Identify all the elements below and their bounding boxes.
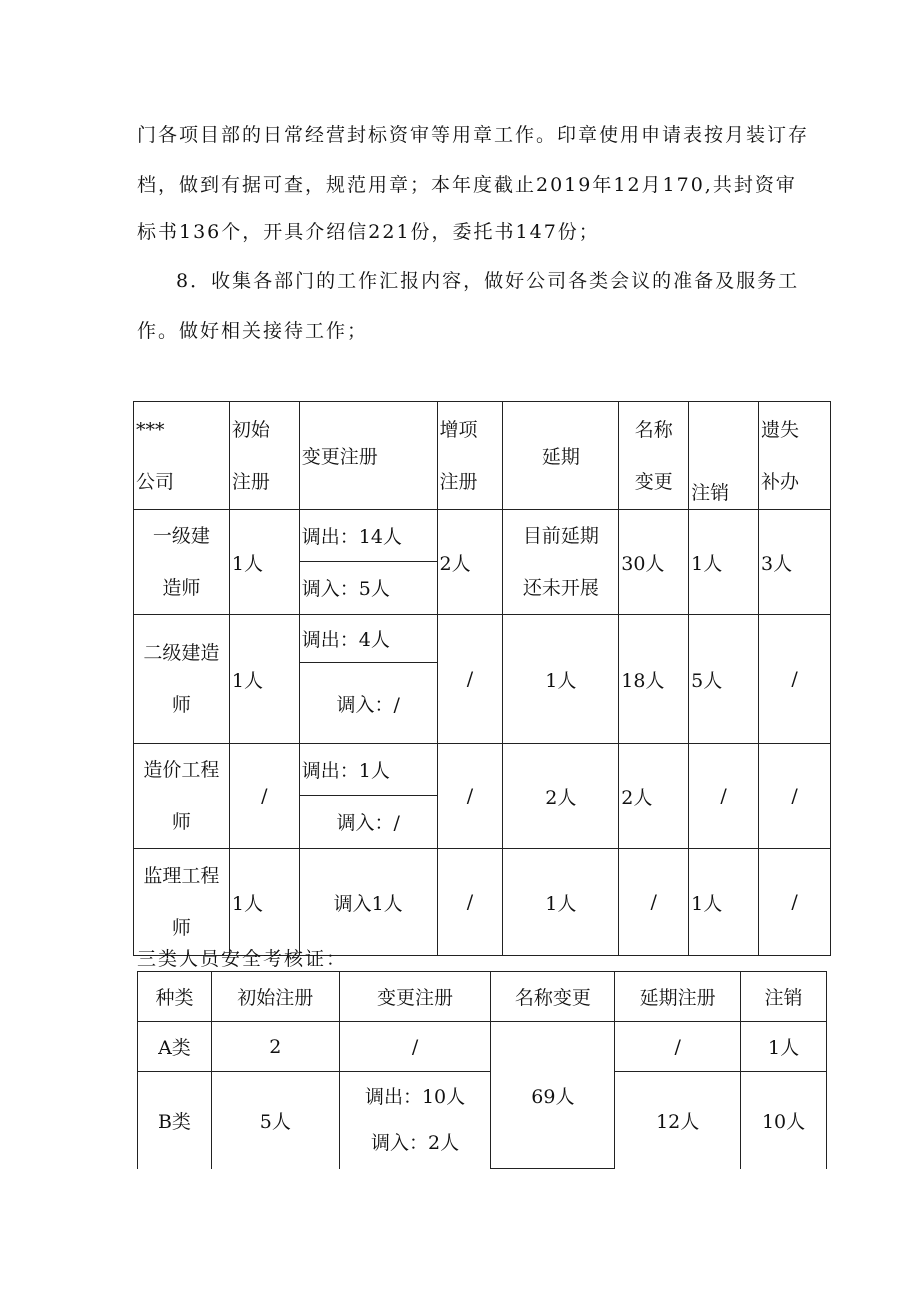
header-type: 种类 (138, 972, 212, 1022)
cell-cancel: 1人 (689, 849, 759, 956)
cell-rename: / (619, 849, 689, 956)
row-name: 一级建 造师 (134, 510, 230, 615)
cell-add: 2人 (437, 510, 503, 615)
header-initial: 初始注册 (211, 972, 339, 1022)
cell-initial: 1人 (229, 615, 299, 744)
cell-change-in: 调入：5人 (299, 561, 437, 614)
table-row (138, 1072, 827, 1169)
table-header-row (134, 402, 831, 510)
cell-extend: 12人 (615, 1072, 741, 1169)
cell-change-out: 调出：1人 (299, 744, 437, 796)
table-row (134, 510, 831, 562)
cell-rename-merged: 69人 (491, 1022, 615, 1169)
paragraph-line-3: 标书136个，开具介绍信221份，委托书147份； (137, 221, 600, 243)
cell-extend: 1人 (503, 615, 619, 744)
cell-cancel: 1人 (741, 1022, 827, 1072)
safety-cert-table (137, 971, 827, 1169)
cell-add: / (437, 849, 503, 956)
safety-cert-caption: 三类人员安全考核证： (137, 948, 348, 970)
table-row (134, 744, 831, 796)
cell-rename: 2人 (619, 744, 689, 849)
cell-change: 调出：10人 调入：2人 (339, 1072, 491, 1169)
cell-change-out: 调出：14人 (299, 510, 437, 562)
cell-cancel: 5人 (689, 615, 759, 744)
header-change: 变更注册 (339, 972, 491, 1022)
cell-change: / (339, 1022, 491, 1072)
header-lost: 遗失 补办 (759, 402, 831, 510)
cell-change-in: 调入：/ (299, 663, 437, 744)
table-row (134, 849, 831, 956)
cell-rename: 30人 (619, 510, 689, 615)
cell-lost: / (759, 615, 831, 744)
registration-table (133, 401, 831, 956)
cell-cancel: / (689, 744, 759, 849)
cell-extend: 1人 (503, 849, 619, 956)
cell-lost: / (759, 849, 831, 956)
cell-change-in: 调入：/ (299, 795, 437, 848)
cell-change: 调入1人 (299, 849, 437, 956)
header-rename: 名称变更 (491, 972, 615, 1022)
header-change: 变更注册 (299, 402, 437, 510)
cell-extend: 目前延期 还未开展 (503, 510, 619, 615)
header-add: 增项 注册 (437, 402, 503, 510)
cell-initial: / (229, 744, 299, 849)
paragraph-line-4: 8．收集各部门的工作汇报内容，做好公司各类会议的准备及服务工 (176, 270, 800, 292)
row-name: 造价工程 师 (134, 744, 230, 849)
header-rename: 名称 变更 (619, 402, 689, 510)
header-initial: 初始 注册 (229, 402, 299, 510)
cell-change-out: 调出：4人 (299, 615, 437, 663)
cell-initial: 2 (211, 1022, 339, 1072)
cell-type: B类 (138, 1072, 212, 1169)
table-row (138, 1022, 827, 1072)
header-company: *** 公司 (134, 402, 230, 510)
cell-initial: 1人 (229, 849, 299, 956)
table-row (134, 615, 831, 663)
table-header-row (138, 972, 827, 1022)
paragraph-line-5: 作。做好相关接待工作； (137, 320, 369, 342)
row-name: 监理工程 师 (134, 849, 230, 956)
cell-extend: 2人 (503, 744, 619, 849)
cell-lost: / (759, 744, 831, 849)
row-name: 二级建造 师 (134, 615, 230, 744)
cell-add: / (437, 744, 503, 849)
cell-add: / (437, 615, 503, 744)
header-cancel: 注销 (741, 972, 827, 1022)
paragraph-line-1: 门各项目部的日常经营封标资审等用章工作。印章使用申请表按月装订存 (137, 124, 810, 146)
cell-cancel: 1人 (689, 510, 759, 615)
header-extend: 延期注册 (615, 972, 741, 1022)
cell-initial: 5人 (211, 1072, 339, 1169)
cell-initial: 1人 (229, 510, 299, 615)
cell-rename: 18人 (619, 615, 689, 744)
paragraph-line-2: 档，做到有据可查，规范用章；本年度截止2019年12月170,共封资审 (137, 174, 797, 196)
cell-lost: 3人 (759, 510, 831, 615)
cell-cancel: 10人 (741, 1072, 827, 1169)
cell-extend: / (615, 1022, 741, 1072)
cell-type: A类 (138, 1022, 212, 1072)
header-cancel: 注销 (689, 402, 759, 510)
header-extend: 延期 (503, 402, 619, 510)
